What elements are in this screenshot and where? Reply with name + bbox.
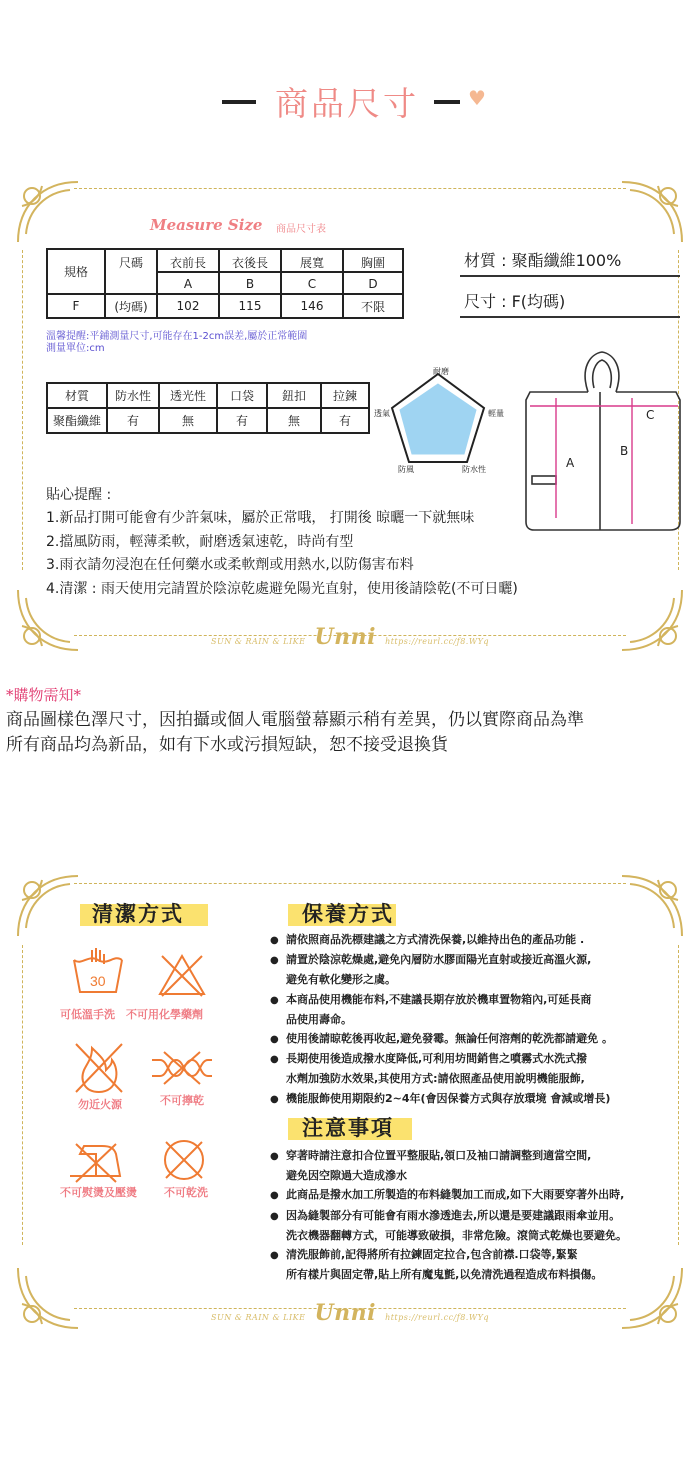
size-col-letter-c: C <box>281 272 343 294</box>
ornament-top-right-icon <box>616 870 688 942</box>
size-col-spec: 規格 <box>47 249 105 294</box>
care-label-hand-wash: 可低溫手洗 <box>60 1008 115 1021</box>
poncho-outline-icon <box>520 348 688 538</box>
poncho-label-a: A <box>566 456 575 470</box>
measure-size-subtitle: 商品尺寸表 <box>276 224 326 235</box>
signature-slogan: SUN & RAIN & LIKE <box>211 1313 306 1322</box>
caution-item-cont: 洗衣機器翻轉方式，可能導致破損，非常危險。滾筒式乾燥也要避免。 <box>286 1228 627 1242</box>
shopping-notice-title: *購物需知* <box>6 686 82 704</box>
signature-slogan: SUN & RAIN & LIKE <box>211 637 306 646</box>
feature-cell: 無 <box>267 408 321 433</box>
maintenance-item: ● 本商品使用機能布料,不建議長期存放於機車置物箱內,可延長商 <box>270 990 613 1010</box>
feature-table-header <box>47 383 369 408</box>
no-fire-icon <box>72 1040 126 1096</box>
size-col-letter-d: D <box>343 272 403 294</box>
feature-cell: 聚酯纖維 <box>47 408 107 433</box>
maintenance-item-cont: 水劑加強防水效果,其使用方式:請依照產品使用說明機能服飾, <box>286 1072 585 1086</box>
radar-pentagon <box>370 362 520 482</box>
caution-item: ● 穿著時請注意扣合位置平整服貼,領口及袖口請調整到適當空間, <box>270 1146 627 1166</box>
no-wring-icon <box>150 1050 214 1086</box>
maintenance-item: ● 請依照商品洗標建議之方式清洗保養,以維持出色的產品功能 . <box>270 930 613 950</box>
feature-table-row <box>47 408 369 433</box>
care-label-no-iron: 不可熨燙及壓燙 <box>60 1186 137 1199</box>
signature-url: https://reurl.cc/ƒ8.WYq <box>385 1313 489 1322</box>
shopping-notice <box>6 708 584 758</box>
caution-list <box>270 1146 627 1284</box>
size-col-letter-b: B <box>219 272 281 294</box>
feature-col-button: 鈕扣 <box>267 383 321 408</box>
size-table-header-top <box>47 249 403 272</box>
tips-item: 2.擋風防雨，輕薄柔軟，耐磨透氣速乾，時尚有型 <box>46 533 354 550</box>
brand-signature <box>0 1300 700 1326</box>
header-right-dash <box>434 100 460 104</box>
header-left-dash <box>222 100 256 104</box>
signature-url: https://reurl.cc/ƒ8.WYq <box>385 637 489 646</box>
maintenance-title: 保養方式 <box>302 902 394 926</box>
size-table <box>46 248 404 319</box>
radar-label-top: 耐磨 <box>433 367 449 376</box>
heart-icon: ♥ <box>468 86 486 110</box>
caution-title: 注意事項 <box>302 1116 394 1140</box>
size-cell: F <box>47 294 105 318</box>
size-cell: 115 <box>219 294 281 318</box>
material-info <box>460 246 680 318</box>
cleaning-title: 清潔方式 <box>92 902 184 926</box>
size-cell: (均碼) <box>105 294 157 318</box>
size-col-letter-a: A <box>157 272 219 294</box>
feature-cell: 無 <box>159 408 217 433</box>
feature-cell: 有 <box>217 408 267 433</box>
size-col-size: 尺碼 <box>105 249 157 294</box>
no-dry-clean-icon <box>160 1136 208 1184</box>
brand-logo: Unni <box>314 624 377 650</box>
brand-logo: Unni <box>314 1300 377 1326</box>
size-line: 尺寸 : F(均碼) <box>460 287 680 318</box>
feature-radar <box>370 362 520 482</box>
feature-cell: 有 <box>321 408 369 433</box>
size-col-span-width: 展寬 <box>281 249 343 272</box>
shopping-notice-line: 所有商品均為新品，如有下水或污損短缺，恕不接受退換貨 <box>6 735 448 755</box>
feature-col-waterproof: 防水性 <box>107 383 159 408</box>
poncho-label-c: C <box>646 408 655 422</box>
size-col-front-length: 衣前長 <box>157 249 219 272</box>
wash-temperature: 30 <box>90 973 106 989</box>
ornament-top-left-icon <box>12 870 84 942</box>
care-label-no-chemical: 不可用化學藥劑 <box>126 1008 203 1021</box>
feature-table <box>46 382 370 434</box>
maintenance-item-cont: 避免有軟化變形之虞。 <box>286 973 396 987</box>
maintenance-item: ● 機能服飾使用期限約2~4年(會因保養方式與存放環境 會減或增長) <box>270 1089 613 1109</box>
radar-label-left: 透氣 <box>374 409 390 418</box>
care-label-no-wring: 不可擰乾 <box>160 1094 204 1107</box>
feature-col-translucency: 透光性 <box>159 383 217 408</box>
tips-item: 3.雨衣請勿浸泡在任何藥水或柔軟劑或用熱水,以防傷害布料 <box>46 557 414 574</box>
radar-label-bottom-left: 防風 <box>398 465 414 474</box>
feature-col-material: 材質 <box>47 383 107 408</box>
measure-tip-line1: 溫馨提醒:平鋪測量尺寸,可能存在1-2cm誤差,屬於正常範圍 <box>46 331 308 342</box>
ornament-top-right-icon <box>616 176 688 248</box>
caution-item: ● 清洗服飾前,記得將所有拉鍊固定拉合,包含前襟.口袋等,緊緊 <box>270 1245 627 1265</box>
caution-item: ● 因為縫製部分有可能會有雨水滲透進去,所以還是要建議跟雨傘並用。 <box>270 1206 627 1226</box>
measure-size-title: Measure Size <box>150 216 263 234</box>
care-tips <box>46 484 518 601</box>
care-label-no-fire: 勿近火源 <box>78 1098 122 1111</box>
tips-item: 1.新品打開可能會有少許氣味，屬於正常哦， 打開後 晾曬一下就無味 <box>46 510 475 527</box>
maintenance-item-cont: 品使用壽命。 <box>286 1012 352 1026</box>
shopping-notice-line: 商品圖樣色澤尺寸，因拍攝或個人電腦螢幕顯示稍有差異，仍以實際商品為準 <box>6 710 584 730</box>
maintenance-item: ● 使用後請晾乾後再收起,避免發霉。無論任何溶劑的乾洗都請避免 。 <box>270 1029 613 1049</box>
maintenance-item: ● 請置於陰涼乾燥處,避免內層防水膠面陽光直射或接近高溫火源, <box>270 950 613 970</box>
size-col-chest: 胸圍 <box>343 249 403 272</box>
maintenance-item: ● 長期使用後造成撥水度降低,可利用坊間銷售之噴霧式水洗式撥 <box>270 1049 613 1069</box>
brand-signature <box>0 624 700 650</box>
size-cell: 146 <box>281 294 343 318</box>
poncho-label-b: B <box>620 444 629 458</box>
caution-item-cont: 避免因空隙過大造成滲水 <box>286 1169 407 1183</box>
section-header <box>0 76 700 126</box>
size-cell: 102 <box>157 294 219 318</box>
no-iron-icon <box>66 1140 124 1184</box>
radar-label-right: 輕量 <box>488 409 504 418</box>
page-title: 商品尺寸 <box>275 84 419 123</box>
maintenance-list <box>270 930 613 1109</box>
measure-tip <box>46 331 307 355</box>
caution-item: ● 此商品是撥水加工所製造的布料縫製加工而成,如下大雨要穿著外出時, <box>270 1185 627 1205</box>
feature-col-zipper: 拉鍊 <box>321 383 369 408</box>
no-bleach-icon <box>156 952 208 998</box>
material-line: 材質 : 聚酯纖維100% <box>460 246 680 277</box>
hand-wash-30-icon <box>72 946 124 996</box>
tips-title: 貼心提醒 : <box>46 487 112 503</box>
size-table-row <box>47 294 403 318</box>
ornament-top-left-icon <box>12 176 84 248</box>
radar-label-bottom-right: 防水性 <box>462 465 486 474</box>
measure-tip-line2: 測量單位:cm <box>46 343 105 354</box>
size-col-back-length: 衣後長 <box>219 249 281 272</box>
tips-item: 4.清潔 : 雨天使用完請置於陰涼乾處避免陽光直射，使用後請陰乾(不可日曬) <box>46 580 518 597</box>
feature-col-pocket: 口袋 <box>217 383 267 408</box>
care-label-no-dry-clean: 不可乾洗 <box>164 1186 208 1199</box>
size-cell: 不限 <box>343 294 403 318</box>
feature-cell: 有 <box>107 408 159 433</box>
poncho-diagram <box>520 348 688 538</box>
caution-item-cont: 所有樣片與固定帶,貼上所有魔鬼氈,以免清洗過程造成布料損傷。 <box>286 1268 603 1282</box>
